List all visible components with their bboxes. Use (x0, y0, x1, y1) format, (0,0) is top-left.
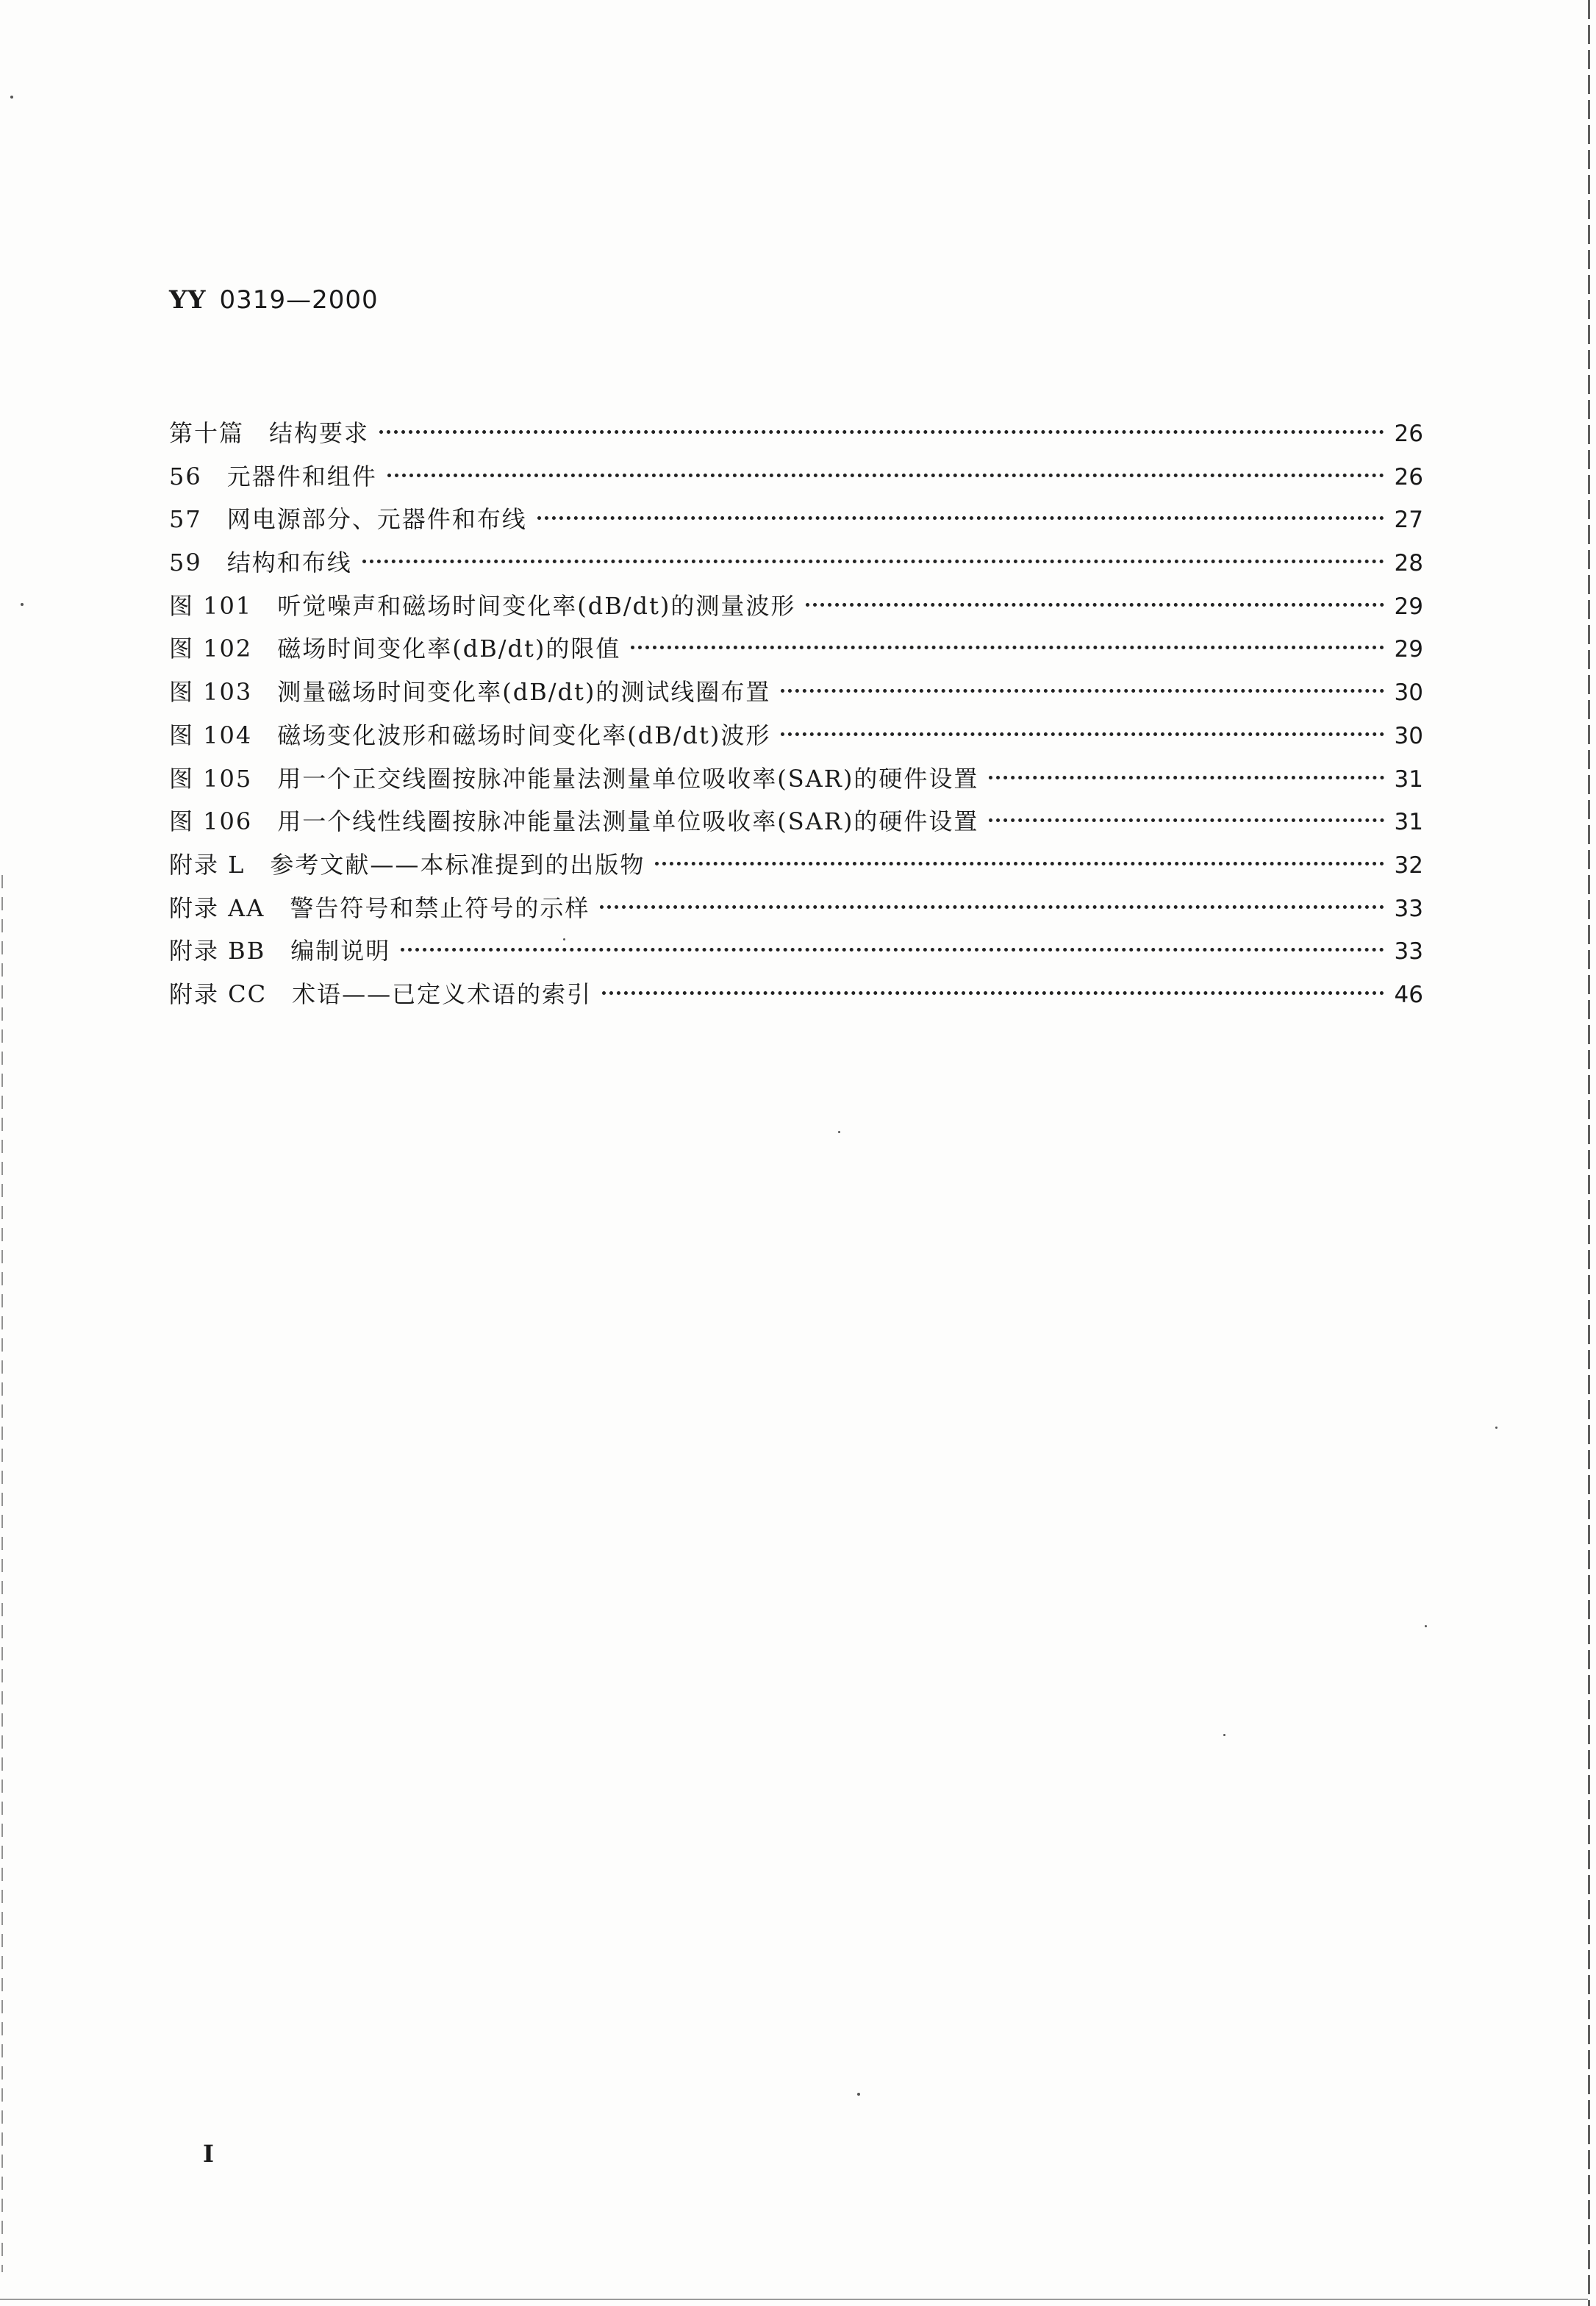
toc-entry[interactable] (169, 585, 1423, 628)
toc-entry[interactable] (169, 800, 1423, 843)
scan-speck (1425, 1625, 1427, 1627)
scan-edge-bottom (0, 2299, 1588, 2300)
toc-entry-page: 33 (1394, 938, 1423, 965)
toc-entry-page: 29 (1394, 636, 1423, 663)
scan-speck (1495, 1427, 1497, 1429)
scan-speck (21, 603, 24, 606)
toc-entry[interactable] (169, 671, 1423, 714)
table-of-contents (169, 412, 1423, 1016)
toc-entry-label: 57 网电源部分、元器件和布线 (169, 505, 527, 534)
toc-entry[interactable] (169, 973, 1423, 1016)
toc-dot-leader (781, 732, 1384, 736)
toc-dot-leader (655, 862, 1384, 865)
toc-entry-page: 31 (1394, 765, 1423, 793)
toc-entry-label: 附录 CC 术语——已定义术语的索引 (169, 979, 593, 1008)
toc-entry[interactable] (169, 714, 1423, 757)
page-number: I (203, 2140, 214, 2168)
scan-speck (857, 2093, 860, 2096)
toc-entry[interactable] (169, 541, 1423, 585)
toc-entry-page: 31 (1394, 809, 1423, 836)
toc-entry-page: 27 (1394, 507, 1423, 534)
document-header (169, 285, 379, 315)
toc-entry-label: 56 元器件和组件 (169, 462, 377, 490)
toc-entry-label: 图 104 磁场变化波形和磁场时间变化率(dB/dt)波形 (169, 721, 771, 749)
toc-entry-label: 附录 AA 警告符号和禁止符号的示样 (169, 893, 590, 922)
standard-code: YY (169, 285, 207, 315)
toc-dot-leader (631, 646, 1384, 649)
toc-entry-page: 26 (1394, 421, 1423, 447)
toc-dot-leader (806, 603, 1384, 607)
toc-entry-label: 图 105 用一个正交线圈按脉冲能量法测量单位吸收率(SAR)的硬件设置 (169, 764, 979, 793)
toc-entry-page: 30 (1394, 679, 1423, 707)
toc-entry-page: 29 (1394, 593, 1423, 620)
toc-entry-page: 32 (1394, 852, 1423, 879)
toc-entry[interactable] (169, 757, 1423, 801)
toc-entry-page: 28 (1394, 550, 1423, 577)
scan-speck (1223, 1734, 1225, 1736)
toc-entry[interactable] (169, 412, 1423, 455)
toc-entry[interactable] (169, 929, 1423, 973)
toc-dot-leader (401, 948, 1384, 952)
scan-edge-left (1, 875, 3, 2272)
toc-entry-page: 33 (1394, 895, 1423, 922)
toc-dot-leader (989, 776, 1384, 779)
toc-entry-label: 图 103 测量磁场时间变化率(dB/dt)的测试线圈布置 (169, 678, 771, 707)
toc-dot-leader (537, 516, 1384, 520)
toc-dot-leader (379, 430, 1384, 434)
toc-entry-page: 30 (1394, 722, 1423, 749)
toc-entry[interactable] (169, 455, 1423, 499)
toc-dot-leader (600, 905, 1384, 909)
toc-dot-leader (602, 991, 1384, 995)
toc-entry[interactable] (169, 887, 1423, 930)
toc-entry-page: 26 (1394, 463, 1423, 490)
toc-entry-label: 图 106 用一个线性线圈按脉冲能量法测量单位吸收率(SAR)的硬件设置 (169, 807, 979, 836)
toc-entry-label: 图 101 听觉噪声和磁场时间变化率(dB/dt)的测量波形 (169, 591, 796, 620)
toc-entry[interactable] (169, 627, 1423, 671)
scan-speck (838, 1131, 840, 1133)
toc-dot-leader (362, 560, 1384, 563)
toc-entry-label: 图 102 磁场时间变化率(dB/dt)的限值 (169, 635, 621, 663)
toc-entry-label: 附录 L 参考文献——本标准提到的出版物 (169, 850, 645, 879)
toc-dot-leader (781, 689, 1384, 693)
scan-speck (10, 96, 13, 99)
toc-entry-label: 附录 BB 编制说明 (169, 937, 391, 965)
toc-dot-leader (989, 818, 1384, 822)
toc-entry[interactable] (169, 498, 1423, 541)
toc-entry[interactable] (169, 843, 1423, 887)
scan-edge-right (1588, 0, 1590, 2306)
toc-entry-page: 46 (1394, 981, 1423, 1008)
toc-dot-leader (387, 474, 1384, 477)
toc-entry-label: 第十篇 结构要求 (169, 419, 370, 447)
toc-entry-label: 59 结构和布线 (169, 549, 352, 577)
standard-number: 0319—2000 (219, 285, 379, 315)
